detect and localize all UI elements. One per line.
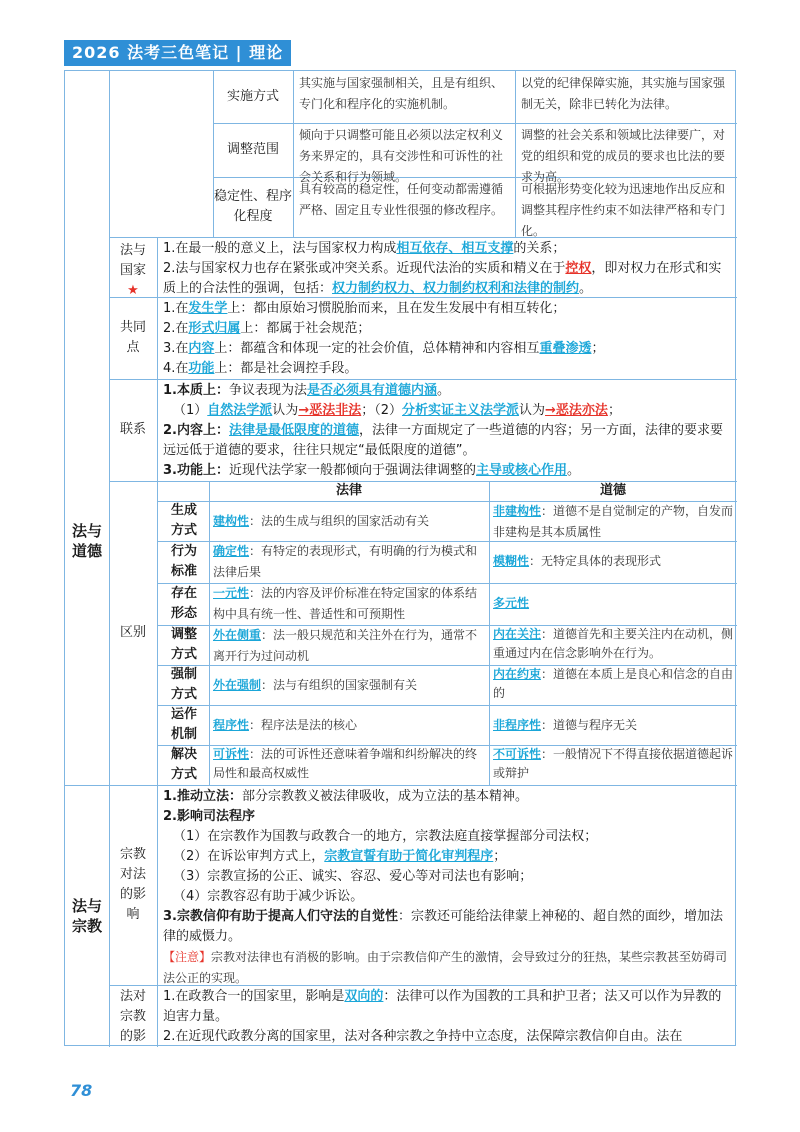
moral-diff: 内在关注：道德首先和主要关注内在动机，侧重通过内在信念影响外在行为。 xyxy=(493,627,734,660)
common-points-content: 1.在发生学上：都由原始习惯脱胎而来，且在发生发展中有相互转化； 2.在形式归属上：都属于社会规范； 3.在内容上：都蕴含和体现一定的社会价值，总体精神和内容相互重叠渗透； 4.在功能上：都是社会调控手段。 xyxy=(163,301,605,376)
divider xyxy=(65,785,737,786)
row-label-common: 共同点 xyxy=(119,320,146,355)
connection-content: 1.本质上：争议表现为法是否必须具有道德内涵。 （1）自然法学派认为→恶法非法；（2）分析实证主义法学派认为→恶法亦法； 2.内容上：法律是最低限度的道德，法律一方面规定了一些道德的内容；另一方面，法律的要求要远远低于道德的要求，往往只规定“最低限度的道德”。 3.功能上：近现代法学家一般都倾向于强调法律调整的主导或核心作用。 xyxy=(163,383,724,478)
diff-label: 运作机制 xyxy=(170,707,197,742)
law-diff: 确定性：有特定的表现形式，有明确的行为模式和法律后果 xyxy=(213,544,478,579)
diff-label: 解决方式 xyxy=(170,747,197,782)
diff-label: 行为标准 xyxy=(170,544,197,579)
column-header-morality: 道德 xyxy=(599,483,626,498)
law-diff: 建构性：法的生成与组织的国家活动有关 xyxy=(213,514,430,528)
diff-label: 调整方式 xyxy=(170,627,197,662)
law-diff: 外在强制：法与有组织的国家强制有关 xyxy=(213,678,418,692)
row-label: 稳定性、程序化程度 xyxy=(213,189,292,224)
row-label-law-on-religion: 法对宗教的影 xyxy=(119,989,146,1044)
moral-diff: 非建构性：道德不是自觉制定的产物，自发而非建构是其本质属性 xyxy=(493,504,734,539)
moral-diff: 模糊性：无特定具体的表现形式 xyxy=(493,554,662,568)
moral-diff: 不可诉性：一般情况下不得直接依据道德起诉或辩护 xyxy=(493,747,734,780)
law-cell: 其实施与国家强制相关，且是有组织、专门化和程序化的实施机制。 xyxy=(299,76,504,111)
party-rule-cell: 调整的社会关系和领域比法律要广，对党的组织和党的成员的要求也比法的要求为高。 xyxy=(521,128,726,184)
law-diff: 程序性：程序法是法的核心 xyxy=(213,718,358,732)
divider xyxy=(157,705,737,706)
law-state-content: 1.在最一般的意义上，法与国家权力构成相互依存、相互支撑的关系； 2.法与国家权力也存在紧张或冲突关系。近现代法治的实质和精义在于控权，即对权力在形式和实质上的合法性的强调，包括：权力制约权力、权力制约权利和法律的制约。 xyxy=(163,241,722,296)
law-diff: 一元性：法的内容及评价标准在特定国家的体系结构中具有统一性、普适性和可预期性 xyxy=(213,586,478,621)
religion-on-law-content: 1.推动立法：部分宗教教义被法律吸收，成为立法的基本精神。 2.影响司法程序 （1）在宗教作为国教与政教合一的地方，宗教法庭直接掌握部分司法权； （2）在诉讼审判方式上，宗教宣誓有助于简化审判程序； （3）宗教宣扬的公正、诚实、容忍、爱心等对司法也有影响； （4）宗教容忍有助于减少诉讼。 3.宗教信仰有助于提高人们守法的自觉性：宗教还可能给法律蒙上神秘的、超自然的面纱，增加法律的威慑力。 【注意】宗教对法律也有消极的影响。由于宗教信仰产生的激情，会导致过分的狂热，某些宗教甚至妨碍司法公正的实现。 xyxy=(163,789,728,985)
diff-label: 强制方式 xyxy=(170,667,197,702)
divider xyxy=(515,71,516,237)
row-label-difference: 区别 xyxy=(119,625,146,640)
divider xyxy=(209,481,210,785)
diff-label: 存在形态 xyxy=(170,586,197,621)
divider xyxy=(109,379,737,380)
diff-label: 生成方式 xyxy=(170,503,197,538)
section-label-law-morality: 法与道德 xyxy=(71,522,102,560)
moral-diff: 非程序性：道德与程序无关 xyxy=(493,718,638,732)
moral-diff: 内在约束：道德在本质上是良心和信念的自由的 xyxy=(493,667,734,700)
star-icon: ★ xyxy=(127,283,139,298)
moral-diff: 多元性 xyxy=(493,596,530,610)
row-label-religion-on-law: 宗教对法的影响 xyxy=(119,847,146,922)
divider xyxy=(489,481,490,785)
row-label-law-state: 法与国家 ★ xyxy=(111,241,155,301)
section-label-law-religion: 法与宗教 xyxy=(71,897,102,935)
row-label: 实施方式 xyxy=(226,89,279,104)
law-diff: 可诉性：法的可诉性还意味着争端和纠纷解决的终局性和最高权威性 xyxy=(213,747,478,780)
law-cell: 具有较高的稳定性，任何变动都需遵循严格、固定且专业性很强的修改程序。 xyxy=(299,182,504,217)
law-on-religion-content: 1.在政教合一的国家里，影响是双向的：法律可以作为国教的工具和护卫者；法又可以作为异教的迫害力量。 2.在近现代政教分离的国家里，法对各种宗教之争持中立态度，法保障宗教信仰自由。法在 xyxy=(163,989,722,1044)
row-label-connection: 联系 xyxy=(119,422,146,437)
party-rule-cell: 可根据形势变化较为迅速地作出反应和调整其程序性约束不如法律严格和专门化。 xyxy=(521,182,726,238)
divider xyxy=(109,71,110,1047)
column-header-law: 法律 xyxy=(335,483,362,498)
page-number: 78 xyxy=(70,1081,93,1100)
party-rule-cell: 以党的纪律保障实施，其实施与国家强制无关，除非已转化为法律。 xyxy=(521,76,726,111)
divider xyxy=(293,71,294,237)
page-header-banner xyxy=(64,40,291,66)
divider xyxy=(157,237,158,1047)
notes-table xyxy=(64,70,736,1046)
page-header-title: 2026 法考三色笔记 | 理论 xyxy=(72,43,284,62)
law-cell: 倾向于只调整可能且必须以法定权利义务来界定的，具有交涉性和可诉性的社会关系和行为领域。 xyxy=(299,128,504,184)
row-label: 调整范围 xyxy=(226,142,279,157)
law-diff: 外在侧重：法一般只规范和关注外在行为，通常不离开行为过问动机 xyxy=(213,628,478,663)
